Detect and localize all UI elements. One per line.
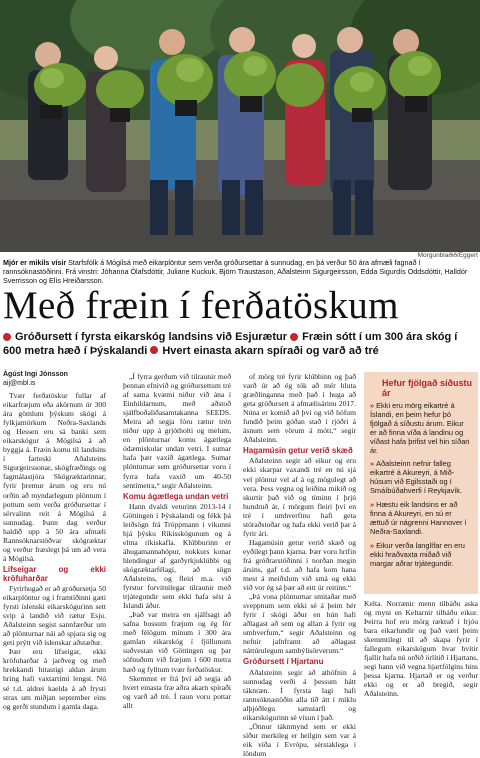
arrow-icon: »: [370, 500, 375, 510]
author-name: Ágúst Ingi Jónsson: [3, 371, 68, 378]
paragraph: Þær eru lífseigar, ekki kröfuharðar á jarðveg og með hrekkandi hitastigi aldan árum hring hafi vaxtartími lengst. Nú sé t.d. aldrei kaelda á að frysti strax um miðjan september eins og gerði stundum í gamla daga.: [3, 647, 106, 711]
paragraph: „Þá vona plönturnar smitaðar með sveppnum sem ekki sé á þeim hér fyrir í skógi áður en hún hafi aðlagast að sem og allan á fyrir og umhverfum,“ segir Aðalsteinn og nefnir jafnframt að aðlagast náttúrulegum sambýlisörverum.“: [243, 592, 356, 656]
author-email[interactable]: aij@mbl.is: [3, 379, 36, 387]
subheading: Komu ágætlega undan vetri: [123, 491, 229, 501]
paragraph: Skemmst er frá því að segja að hvert einasta fræ aðra akarn spíraði og varð að tré. Í raun voru pottar allt: [123, 673, 231, 710]
arrow-icon: »: [370, 459, 375, 469]
article-column-1: [3, 391, 106, 711]
paragraph: Fyrirhugað er að gróðursetja 50 eikarplöntur og í framtíðinni gæti fyrsti íslenski eikarskógurinn sett svip á landið við rætur Esju. Aðalsteinn segist sannfærður um að plönturnar nái að spjara sig og geti prýtt við íslenskar aðstæður.: [3, 583, 106, 648]
fact-box-item: » Eikur verða langlífar en eru ekki hraðvaxta miðað við margar aðrar trjátegundir.: [370, 540, 465, 568]
fact-box-item: » Aðalsteinn nefnir falleg eikartré á Akureyri, á Mið-húsum við Egilsstaði og í Smáíbúðahverfi í Reykjavík.: [370, 459, 463, 496]
fact-box-item: » Hæstu eik landsins er að finna á Akureyri, en sú er ættuð úr nágrenni Hannover í Neðra-Saxlandi.: [370, 500, 467, 536]
bullet-icon: [150, 346, 158, 354]
article-column-4: [364, 599, 478, 699]
paragraph: „Það var meira en sjálfsagt að safna bossum fræjum og ég fór með félögum mínum í 300 ára gamlan eikarskóg í fjöllunum suðvestan við Göttingen og þar söfnuðum við fræjum í 600 metra hæð og fylltum tvær ferðatöskur.: [123, 610, 231, 674]
headline: Með fræin í ferðatöskum: [3, 284, 399, 327]
subheading: Gróðursett í Hjartanu: [243, 657, 324, 667]
subheading: Hagamúsin getur verið skæð: [243, 446, 353, 456]
paragraph: Aðalsteinn segir að athöfnin á sunnudag verði á þessum hátt táknræn. Í fyrsta lagi hafi rannsóknastöðin alla tíð átt í miklu alþjóðlegu samstarfi og eikarskógurinn sé vísun í það.: [243, 667, 356, 722]
photo-caption: [3, 259, 477, 285]
photo-illustration: [0, 0, 480, 252]
arrow-icon: »: [370, 540, 375, 550]
paragraph: Hagamúsin getur verið skæð og eyðilegt þann kjarna. Þær voru hrifin frá gróðrarstöðinni í norðan megin ársins, gaf t.d. að hafa kom hana mest á meiðslum við smá og ekki við vor ég sá þær að eitt úr reitinn.“: [243, 537, 356, 593]
paragraph: Kelta. Norrænir menn tilbáðu aska og rnyni en Keltarnir tilbáðu eikur. Þeirra hof eru mörg ræktuð í frjóu bara eikarlundir og það væri þeim skemmtilegt til að skapa fyrir í fallegum eikarskógum hvar hvítir fjallir hafa nú orðið örlítið í Hjartans, segi hann við vegna hjartfólgins hins þessa kjarna. Hjartað er og verður ekki og er að bregið, segir Aðalsteinn.: [364, 599, 478, 699]
subheading: Lifseigar og ekki kröfuharðar: [3, 564, 106, 583]
deck-item: Fræin sótt í um 300 ára skóg í 600 metra hæð í Þýskalandi: [3, 331, 458, 357]
bullet-icon: [290, 333, 298, 341]
fact-box: [364, 372, 478, 594]
paragraph: „Í fyrra gerðum við tilraunir með þennan efnivið og gróðursettum tré af sama kvæmi niður við ána í Einhildarnum, með aðstoð sjálfboðaliðasamtakanna SEEDS. Meira að segja fóru rætur trén niður upp á grjótholti og melum, en plönturnar komu ágætlega ódæmiskular undan vetri. I sumar hafa þær vaxið ágætlega. Sumar plönturnar sem gróðursettar voru í fyrra hafa vaxið um 40-50 sentímetra,“ segir Aðalsteinn.: [123, 372, 231, 490]
deck-item: Hvert einasta akarn spíraði og varð að tré: [150, 345, 378, 357]
fact-box-title: Hefur fjölgað síðustu ár: [382, 378, 472, 398]
fact-box-item: » Ekki eru mörg eikartré á Íslandi, en þeim hefur þó fjölgað á síðustu árum. Eikur er að finna víða á landinu og víðast hafa þrifist vel hin síðari ár.: [370, 401, 470, 455]
deck-item: Gróðursett í fyrsta eikarskóg landsins við Esjurætur: [3, 331, 287, 343]
bullet-icon: [3, 333, 11, 341]
photo-credit: Morgunblaðið/Eggert: [417, 252, 478, 259]
paragraph: Tvær ferðatöskur fullar af eikarfræjum eða akörnum úr 300 ára gömlum þýskum skógi á fylkjamörkum Neðra-Saxlands og Hessen eru sá banki sem eikarskógur á Mógilsá á að byggja á. Fræin komu til landsins í farteski Aðalsteins Sigurgeirssonar, skógfræðings og fagmálastjóra Skógræktarinnar, fyrir þremur árum og eru nú orðin að myndarlegum plöntum í pottum sem verða gróðursettar í sérvalinn reit á Mógilsá á sunnudag. Þann dag verður haldið upp á 50 ára afmæli Rannsóknarstöðvar skógræktar og verður fræslegt þá um að vera á Mógilsá.: [3, 391, 106, 563]
paragraph: „Önnur táknmynd sem er ekki síður merkileg er heilgin sem var á eik víða í Evrópu, sérstaklega í löndum: [243, 721, 356, 758]
deck: [3, 331, 477, 358]
byline: [3, 371, 68, 388]
paragraph: Aðalsteinn segir að eikur og eru ekki skarpar vaxandi tré en nú sjá vel plöntur vel af á og mögulegt að vera. Þess vegna og leiðina mikið og skurtir það við og tíminn í þrjú hundruð ár, í mörgum fleiri því en tré í umhverfinu hafi geta stóraðstoðar og hafa ekki verið þar á fyrir ári.: [243, 456, 356, 538]
article-column-3: [243, 372, 356, 758]
caption-text: Starfsfólk á Mógilsá með eikarplöntur sem verða gróðursettar á sunnudag, en þá verður 50 ára afmæli fagnað í rannsóknastöðinni. Frá vinstri: Jóhanna Ólafsdóttir, Juliane Kuckuk, Björn Traustason, Aðalsteinn Sigurgeirsson, Edda Sigurdís Oddsdóttir, Halldór Sverrisson og Elís Hreiðarsson.: [3, 258, 468, 285]
paragraph: of mörg tré fyrir klúbbinn og það varð úr að ég tók að mér hluta græðlinganna með það í huga að geta gróðursett á afmælisárinu 2017. Núna er komið að því og við höfum fundið þeim góðan stað í rjóðri á ásnum sem vörum á móti,“ segir Aðalsteinn.: [243, 372, 356, 445]
group-photo: [0, 0, 480, 252]
caption-lead: Mjór er mikils vísir: [3, 258, 67, 267]
arrow-icon: »: [370, 401, 375, 410]
paragraph: Hann dvaldi veturinn 2013-14 í Göttingen í Þýskalandi og fékk þá leiðsögn frá Tröppmann í vikunni hjá þýsku Ríkisskógunum og á eltna ríkiskafla. Klúbburinn er áhugamannahópur, nokkurs konar hlendingur af garðyrkjuklúbbi og skógræktarfélagi, að sögn Aðalsteins, og fleiri m.a. við fyrstur forvitnilegar tilraunir með trjátegundir sem ekki hafa sést á Íslandi áður.: [123, 501, 231, 611]
article-column-2: [123, 372, 231, 710]
